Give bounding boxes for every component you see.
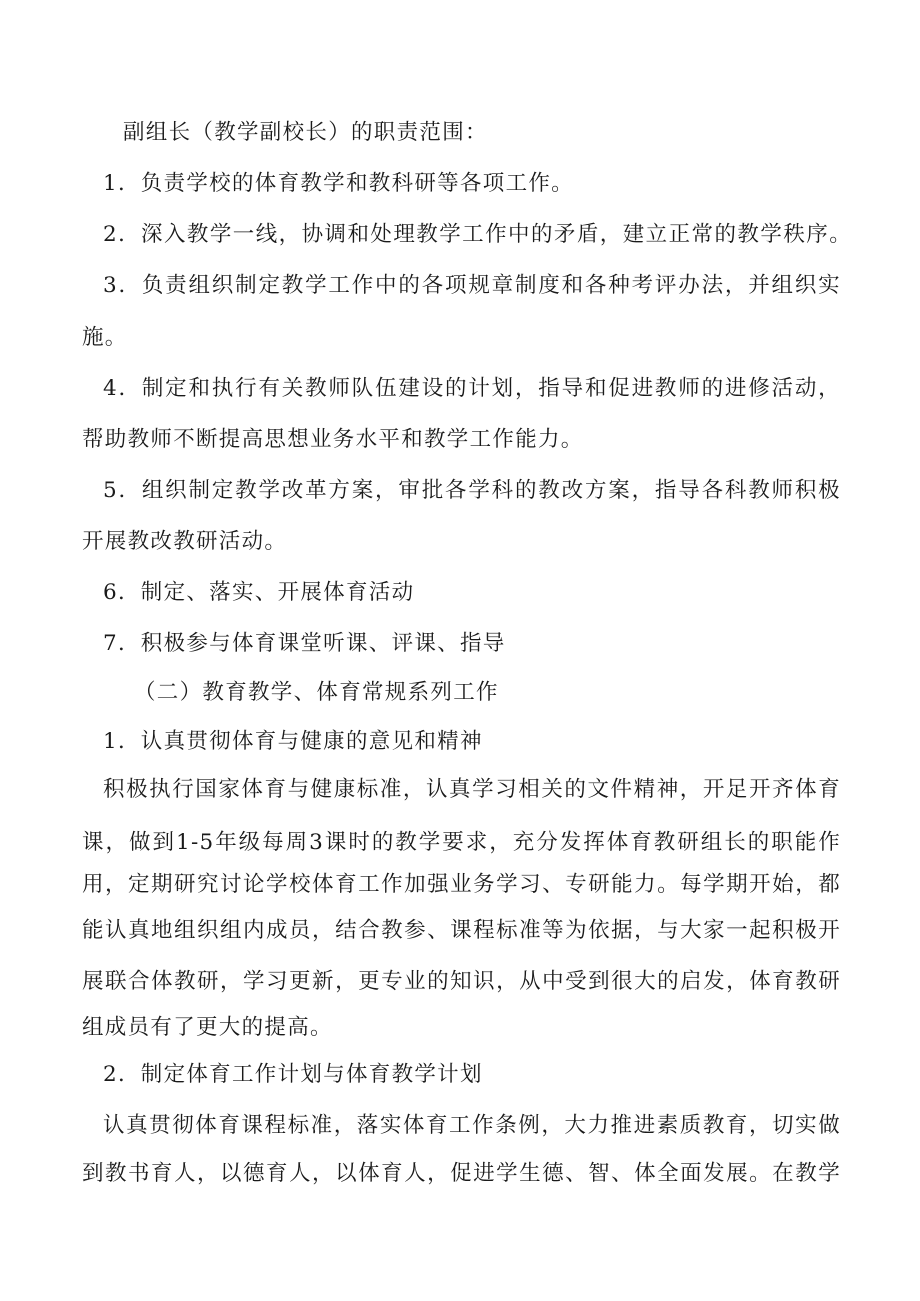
section-heading: （二）教育教学、体育常规系列工作 [134,680,499,705]
paragraph-1-line-3: 用，定期研究讨论学校体育工作加强业务学习、专研能力。每学期开始，都 [82,872,841,897]
duty-item-6: 6．制定、落实、开展体育活动 [103,580,415,605]
duty-item-7: 7．积极参与体育课堂听课、评课、指导 [103,631,506,656]
duty-item-5-line-1: 5．组织制定教学改革方案，审批各学科的教改方案，指导各科教师积极 [103,478,841,503]
paragraph-1-line-1: 积极执行国家体育与健康标准，认真学习相关的文件精神，开足开齐体育 [103,777,841,802]
role-heading: 副组长（教学副校长）的职责范围： [123,120,488,145]
paragraph-1-line-5: 展联合体教研，学习更新，更专业的知识，从中受到很大的启发，体育教研 [82,969,841,994]
duty-item-4-line-1: 4．制定和执行有关教师队伍建设的计划，指导和促进教师的进修活动， [103,376,841,401]
paragraph-1-line-2: 课，做到1-5年级每周3课时的教学要求，充分发挥体育教研组长的职能作 [82,830,841,855]
paragraph-1-line-4: 能认真地组织组内成员，结合教参、课程标准等为依据，与大家一起积极开 [82,918,841,943]
paragraph-2-line-2: 到教书育人，以德育人，以体育人，促进学生德、智、体全面发展。在教学 [82,1161,841,1186]
duty-item-2: 2．深入教学一线，协调和处理教学工作中的矛盾，建立正常的教学秩序。 [103,222,852,247]
duty-item-1: 1．负责学校的体育教学和教科研等各项工作。 [103,171,574,196]
paragraph-2-line-1: 认真贯彻体育课程标准，落实体育工作条例，大力推进素质教育，切实做 [103,1113,841,1138]
duty-item-3-line-2: 施。 [82,325,128,350]
subsection-1-heading: 1．认真贯彻体育与健康的意见和精神 [103,729,483,754]
duty-item-3-line-1: 3．负责组织制定教学工作中的各项规章制度和各种考评办法，并组织实 [103,273,841,298]
duty-item-4-line-2: 帮助教师不断提高思想业务水平和教学工作能力。 [82,427,584,452]
subsection-2-heading: 2．制定体育工作计划与体育教学计划 [103,1062,483,1087]
duty-item-5-line-2: 开展教改教研活动。 [82,529,288,554]
paragraph-1-line-6: 组成员有了更大的提高。 [82,1015,333,1040]
